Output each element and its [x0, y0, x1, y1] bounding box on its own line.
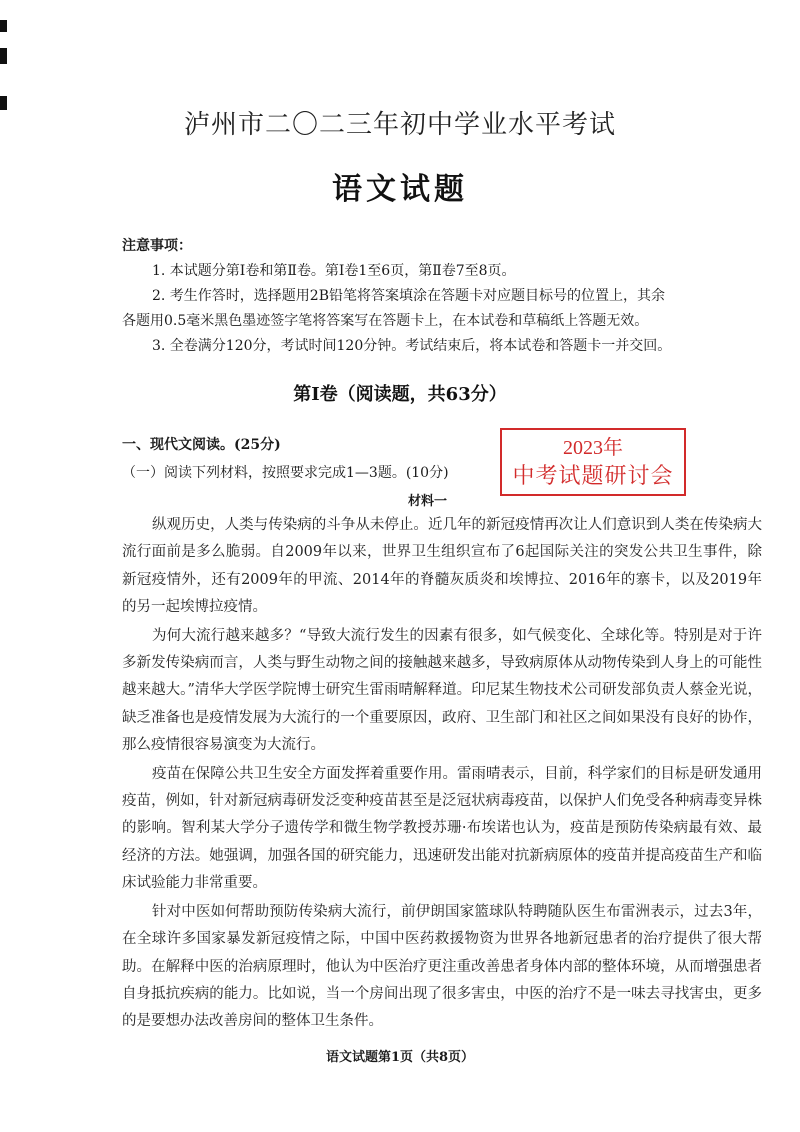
part-heading: 第Ⅰ卷（阅读题，共63分）	[293, 384, 507, 405]
stamp-line-year: 2023年	[563, 437, 623, 459]
scan-edge-mark	[0, 20, 7, 32]
subject-title: 语文试题	[332, 172, 468, 207]
material-body	[122, 512, 762, 1037]
paragraph: 纵观历史，人类与传染病的斗争从未停止。近几年的新冠疫情再次让人们意识到人类在传染病大流行面前是多么脆弱。自2009年以来，世界卫生组织宣布了6起国际关注的突发公共卫生事件，除新冠疫情外，还有2009年的甲流、2014年的脊髓灰质炎和埃博拉、2016年的寨卡，以及2019年的另一起埃博拉疫情。	[122, 517, 762, 616]
exam-title: 泸州市二〇二三年初中学业水平考试	[183, 110, 616, 140]
stamp-line-name: 中考试题研讨会	[512, 463, 674, 488]
paragraph: 疫苗在保障公共卫生安全方面发挥着重要作用。雷雨晴表示，目前，科学家们的目标是研发通用疫苗，例如，针对新冠病毒研发泛变种疫苗甚至是泛冠状病毒疫苗，以保护人们免受各种病毒变异株的影响。智利某大学分子遗传学和微生物学教授苏珊·布埃诺也认为，疫苗是预防传染病最有效、最经济的方法。她强调，加强各国的研究能力，迅速研发出能对抗新病原体的疫苗并提高疫苗生产和临床试验能力非常重要。	[122, 765, 762, 892]
material-title: 材料一	[408, 494, 448, 509]
notes-item-continuation: 各题用0.5毫米黑色墨迹签字笔将答案写在答题卡上，在本试卷和草稿纸上答题无效。	[122, 313, 649, 329]
scan-edge-mark	[0, 48, 7, 64]
notes-section	[122, 234, 762, 359]
notes-item: 1. 本试题分第Ⅰ卷和第Ⅱ卷。第Ⅰ卷1至6页，第Ⅱ卷7至8页。	[152, 263, 516, 279]
paragraph: 为何大流行越来越多？“导致大流行发生的因素有很多，如气候变化、全球化等。特别是对于许多新发传染病而言，人类与野生动物之间的接触越来越多，导致病原体从动物传染到人身上的可能性越来越大。”清华大学医学院博士研究生雷雨晴解释道。印尼某生物技术公司研发部负责人蔡金光说，缺乏准备也是疫情发展为大流行的一个重要原因，政府、卫生部门和社区之间如果没有良好的协作，那么疫情很容易演变为大流行。	[122, 627, 762, 754]
page-footer: 语文试题第1页（共8页）	[325, 1050, 475, 1065]
section-heading: 一、现代文阅读。(25分)	[122, 437, 281, 453]
watermark-stamp	[500, 428, 686, 496]
paragraph: 针对中医如何帮助预防传染病大流行，前伊朗国家篮球队特聘随队医生布雷洲表示，过去3年，在全球许多国家暴发新冠疫情之际，中国中医药救援物资为世界各地新冠患者的治疗提供了很大帮助。在解释中医的治病原理时，他认为中医治疗更注重改善患者身体内部的整体环境，从而增强患者自身抵抗疾病的能力。比如说，当一个房间出现了很多害虫，中医的治疗不是一味去寻找害虫，更多的是要想办法改善房间的整体卫生条件。	[122, 903, 762, 1030]
notes-heading: 注意事项：	[122, 238, 192, 254]
notes-item: 3. 全卷满分120分，考试时间120分钟。考试结束后，将本试卷和答题卡一并交回。	[152, 338, 672, 354]
question-instruction: （一）阅读下列材料，按照要求完成1—3题。(10分)	[122, 465, 449, 481]
notes-item: 2. 考生作答时，选择题用2B铅笔将答案填涂在答题卡对应题目标号的位置上，其余	[152, 288, 666, 304]
